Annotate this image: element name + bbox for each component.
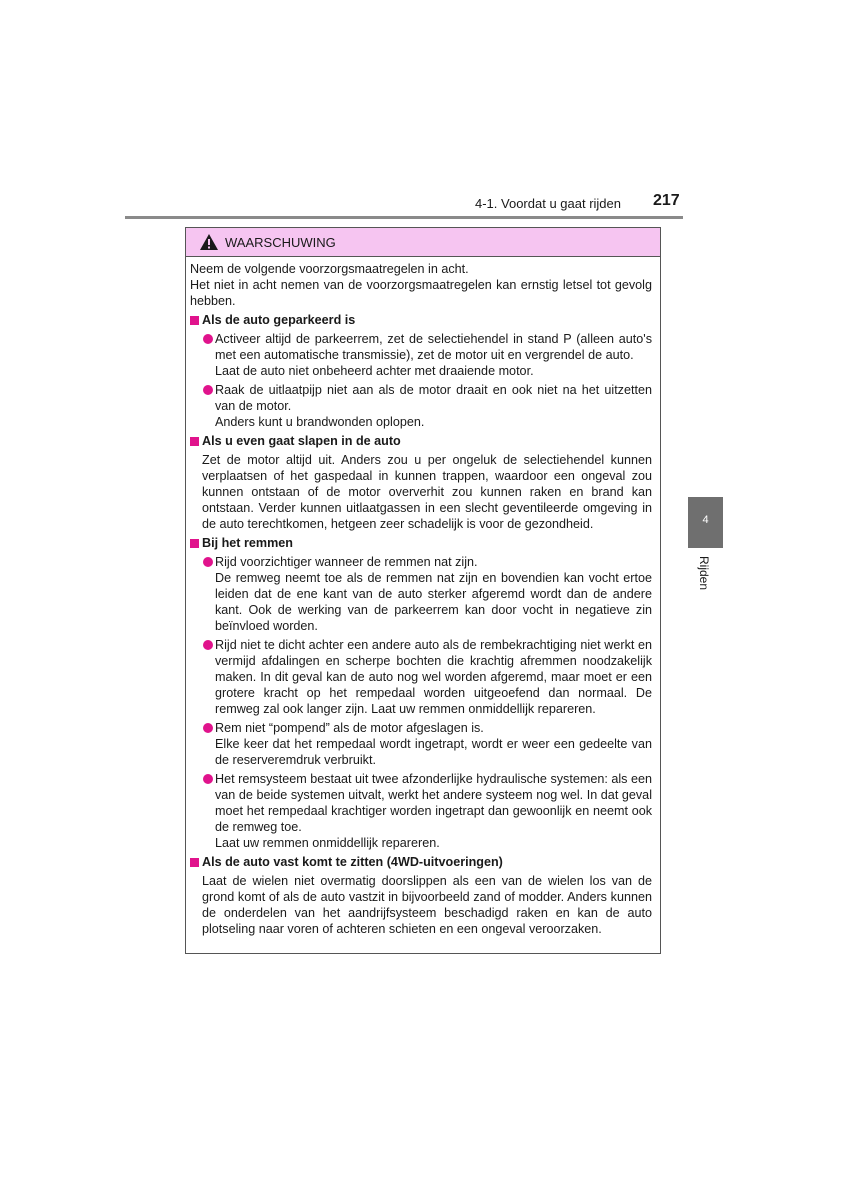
warning-triangle-icon <box>199 233 219 251</box>
section-heading: Als de auto geparkeerd is <box>190 312 652 328</box>
list-item: Activeer altijd de parkeerrem, zet de selectiehendel in stand P (alleen auto's met een automatische transmissie), zet de motor uit en vergrendel de auto. Laat de auto niet onbeheerd achter met draaiende motor. <box>190 331 652 379</box>
square-bullet-icon <box>190 437 199 446</box>
square-bullet-icon <box>190 858 199 867</box>
intro-line-1: Neem de volgende voorzorgsmaatregelen in acht. <box>190 262 469 276</box>
header-divider <box>125 216 683 219</box>
list-item: Het remsysteem bestaat uit twee afzonderlijke hydraulische systemen: als een van de beide systemen uitvalt, werkt het andere systeem nog wel. In dat geval moet het rempedaal krachtiger worden ingetrapt dan gewoonlijk en neemt ook de remweg toe. Laat uw remmen onmiddellijk repareren. <box>190 771 652 851</box>
round-bullet-icon <box>203 723 213 733</box>
warning-box <box>185 227 661 954</box>
round-bullet-icon <box>203 557 213 567</box>
list-item: Rijd niet te dicht achter een andere auto als de rembekrachtiging niet werkt en vermijd afdalingen en scherpe bochten die krachtig afremmen noodzakelijk maken. In dit geval kan de auto nog wel worden afgeremd, maar moet er een grotere kracht op het rempedaal worden uitgeoefend dan normaal. De remweg zal ook langer zijn. Laat uw remmen onmiddellijk repareren. <box>190 637 652 717</box>
section-paragraph: Laat de wielen niet overmatig doorslippen als een van de wielen los van de grond komt of als de auto vastzit in bijvoorbeeld zand of modder. Anders kunnen de onderdelen van het aandrijfsysteem beschadigd raken en kan de auto plotseling naar voren of achteren schieten en een ongeval veroorzaken. <box>202 874 652 936</box>
warning-title: WAARSCHUWING <box>225 234 336 250</box>
section-heading: Als de auto vast komt te zitten (4WD-uitvoeringen) <box>190 854 652 870</box>
warning-header <box>186 228 660 257</box>
square-bullet-icon <box>190 316 199 325</box>
page-number: 217 <box>653 192 680 209</box>
section-title: 4-1. Voordat u gaat rijden <box>475 196 621 211</box>
chapter-label: Rijden <box>697 556 711 591</box>
round-bullet-icon <box>203 385 213 395</box>
section-heading: Bij het remmen <box>190 535 652 551</box>
section-heading: Als u even gaat slapen in de auto <box>190 433 652 449</box>
square-bullet-icon <box>190 539 199 548</box>
list-item: Rem niet “pompend” als de motor afgeslagen is. Elke keer dat het rempedaal wordt ingetrapt, wordt er weer een gedeelte van de reserveremdruk verbruikt. <box>190 720 652 768</box>
chapter-tab: 4 <box>688 497 723 548</box>
round-bullet-icon <box>203 640 213 650</box>
list-item: Raak de uitlaatpijp niet aan als de motor draait en ook niet na het uitzetten van de motor. Anders kunt u brandwonden oplopen. <box>190 382 652 430</box>
list-item: Rijd voorzichtiger wanneer de remmen nat zijn. De remweg neemt toe als de remmen nat zijn en bovendien kan vocht ertoe leiden dat de ene kant van de auto sterker afgeremd wordt dan de andere kant. Ook de werking van de parkeerrem kan door vocht in negatieve zin beïnvloed worden. <box>190 554 652 634</box>
intro-line-2: Het niet in acht nemen van de voorzorgsmaatregelen kan ernstig letsel tot gevolg hebben. <box>190 278 652 308</box>
round-bullet-icon <box>203 774 213 784</box>
section-paragraph: Zet de motor altijd uit. Anders zou u per ongeluk de selectiehendel kunnen verplaatsen of het gaspedaal in kunnen trappen, waardoor een ongeval zou kunnen ontstaan of de motor oververhit zou kunnen raken en brand kan ontstaan. Verder kunnen uitlaatgassen in een slecht geventileerde omgeving in de auto terechtkomen, hetgeen zeer schadelijk is voor de gezondheid. <box>202 453 652 531</box>
warning-body <box>186 257 660 937</box>
round-bullet-icon <box>203 334 213 344</box>
